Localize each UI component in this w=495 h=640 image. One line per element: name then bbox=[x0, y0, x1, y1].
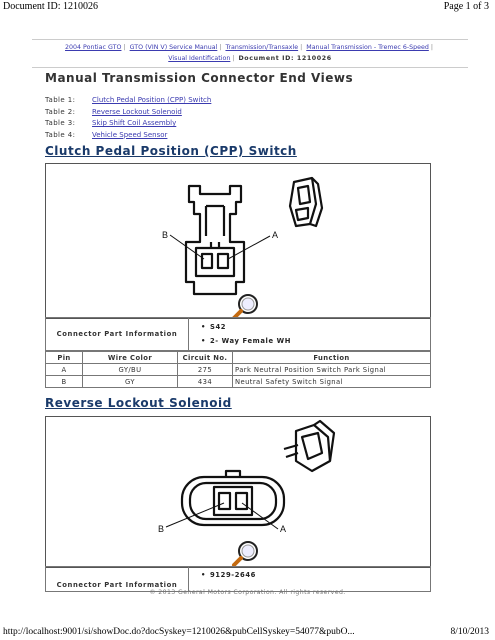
column-header-pin: Pin bbox=[46, 352, 83, 364]
footer-date: 8/10/2013 bbox=[450, 627, 489, 637]
breadcrumb-link[interactable]: Transmission/Transaxle bbox=[225, 44, 299, 51]
reverse-lockout-connector-drawing bbox=[46, 417, 430, 567]
toc-link[interactable]: Reverse Lockout Solenoid bbox=[92, 107, 182, 116]
breadcrumb-bottom-rule bbox=[32, 67, 468, 68]
table-row bbox=[46, 376, 431, 388]
header-page-number: Page 1 of 3 bbox=[443, 1, 489, 12]
pin-b-label: B bbox=[162, 230, 169, 240]
cell-wire-color: GY/BU bbox=[83, 364, 178, 376]
connector-part-info-item: • 2- Way Female WH bbox=[201, 334, 426, 348]
magnify-icon[interactable] bbox=[233, 295, 257, 318]
cpp-connector-drawing bbox=[46, 164, 430, 318]
cell-pin: A bbox=[46, 364, 83, 376]
footer-url: http://localhost:9001/si/showDoc.do?docSyskey=1210026&pubCellSyskey=54077&pubO... bbox=[3, 627, 355, 637]
column-header-wire-color: Wire Color bbox=[83, 352, 178, 364]
breadcrumb-link[interactable]: GTO (VIN V) Service Manual bbox=[129, 44, 218, 51]
page-header bbox=[0, 0, 495, 14]
breadcrumb-link[interactable]: Visual Identification bbox=[168, 55, 231, 62]
cell-wire-color: GY bbox=[83, 376, 178, 388]
cell-circuit-no: 275 bbox=[178, 364, 233, 376]
reverse-lockout-connector-illustration bbox=[45, 416, 431, 568]
connector-part-info-label: Connector Part Information bbox=[46, 567, 189, 592]
breadcrumb-doc-id: Document ID: 1210026 bbox=[238, 55, 332, 62]
connector-part-info-item: • S42 bbox=[201, 320, 426, 334]
toc-label: Table 3: bbox=[45, 119, 76, 128]
toc-label: Table 2: bbox=[45, 107, 76, 116]
connector-part-info-values bbox=[189, 318, 431, 351]
header-doc-id: Document ID: 1210026 bbox=[3, 1, 98, 12]
breadcrumb-link[interactable]: 2004 Pontiac GTO bbox=[65, 44, 122, 51]
pin-a-label: A bbox=[280, 524, 287, 534]
pin-a-label: A bbox=[272, 230, 279, 240]
breadcrumb: 2004 Pontiac GTO | GTO (VIN V) Service Manual | Transmission/Transaxle | Manual Transmission - Tremec 6-Speed | Visual Identification | Document ID: 1210026 bbox=[40, 42, 460, 64]
page-title: Manual Transmission Connector End Views bbox=[45, 71, 354, 85]
cpp-connector-illustration bbox=[45, 163, 431, 319]
table-row bbox=[46, 364, 431, 376]
toc-label: Table 4: bbox=[45, 130, 76, 139]
toc-link[interactable]: Clutch Pedal Position (CPP) Switch bbox=[92, 96, 212, 104]
cell-function: Neutral Safety Switch Signal bbox=[233, 376, 431, 388]
column-header-function: Function bbox=[233, 352, 431, 364]
toc-item bbox=[45, 118, 211, 130]
cpp-connector-info-table bbox=[45, 317, 431, 351]
table-of-contents bbox=[45, 95, 211, 141]
toc-link[interactable]: Vehicle Speed Sensor bbox=[92, 130, 168, 139]
page-footer bbox=[0, 626, 495, 640]
connector-part-info-values bbox=[189, 567, 431, 592]
breadcrumb-link[interactable]: Manual Transmission - Tremec 6-Speed bbox=[306, 44, 429, 51]
cell-circuit-no: 434 bbox=[178, 376, 233, 388]
cell-pin: B bbox=[46, 376, 83, 388]
section-title-reverse-lockout: Reverse Lockout Solenoid bbox=[45, 396, 232, 410]
cpp-pin-table bbox=[45, 351, 431, 388]
toc-item bbox=[45, 95, 211, 107]
magnify-icon[interactable] bbox=[234, 542, 257, 565]
connector-part-info-item: • 9129-2646 bbox=[201, 571, 426, 579]
column-header-circuit-no: Circuit No. bbox=[178, 352, 233, 364]
copyright-notice: © 2013 General Motors Corporation. All rights reserved. bbox=[149, 589, 346, 596]
toc-item bbox=[45, 130, 211, 142]
toc-item bbox=[45, 107, 211, 119]
pin-b-label: B bbox=[158, 524, 165, 534]
breadcrumb-top-rule bbox=[32, 39, 468, 40]
connector-part-info-label: Connector Part Information bbox=[46, 318, 189, 351]
cell-function: Park Neutral Position Switch Park Signal bbox=[233, 364, 431, 376]
toc-label: Table 1: bbox=[45, 96, 76, 104]
section-title-cpp-switch: Clutch Pedal Position (CPP) Switch bbox=[45, 144, 297, 158]
toc-link[interactable]: Skip Shift Coil Assembly bbox=[92, 119, 177, 128]
